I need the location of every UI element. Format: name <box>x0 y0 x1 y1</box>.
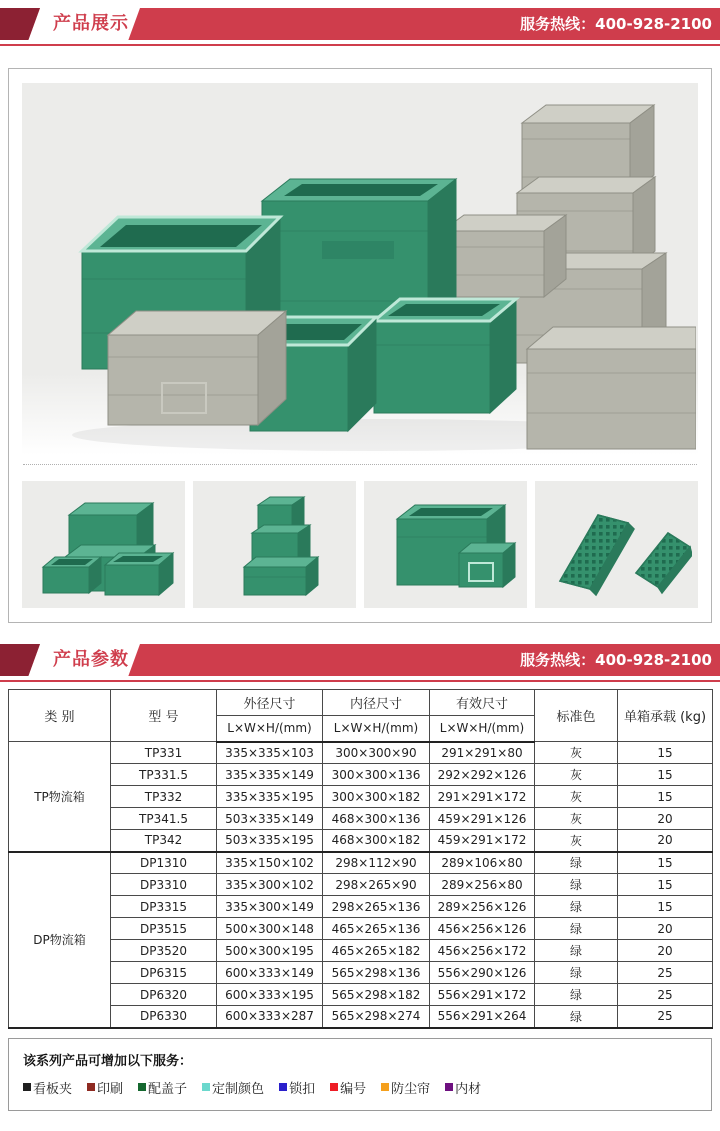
services-list <box>23 1078 697 1097</box>
effective-cell: 556×291×172 <box>430 984 535 1006</box>
inner-cell: 300×300×90 <box>323 742 430 764</box>
col-header-load: 单箱承载 (kg) <box>618 690 713 742</box>
load-cell: 25 <box>618 962 713 984</box>
table-row <box>9 940 713 962</box>
color-square-icon <box>23 1083 31 1091</box>
effective-cell: 459×291×126 <box>430 808 535 830</box>
load-cell: 25 <box>618 1006 713 1028</box>
service-label: 印刷 <box>97 1081 124 1097</box>
inner-cell: 468×300×182 <box>323 830 430 852</box>
color-cell: 绿 <box>535 940 618 962</box>
table-row <box>9 984 713 1006</box>
color-cell: 绿 <box>535 1006 618 1028</box>
color-cell: 绿 <box>535 852 618 874</box>
model-cell: TP332 <box>111 786 217 808</box>
main-product-photo <box>22 83 698 455</box>
services-panel <box>8 1038 712 1111</box>
color-cell: 绿 <box>535 896 618 918</box>
model-cell: TP331 <box>111 742 217 764</box>
table-row <box>9 896 713 918</box>
divider-line <box>0 680 720 682</box>
col-header-category: 类 别 <box>9 690 111 742</box>
thumbnail-3[interactable] <box>364 481 527 608</box>
col-subheader-dim: L×W×H/(mm) <box>430 716 535 742</box>
load-cell: 15 <box>618 786 713 808</box>
inner-cell: 298×265×90 <box>323 874 430 896</box>
product-display-panel <box>8 68 712 623</box>
effective-cell: 456×256×172 <box>430 940 535 962</box>
product-page <box>0 8 720 1111</box>
effective-cell: 289×256×126 <box>430 896 535 918</box>
load-cell: 20 <box>618 940 713 962</box>
col-header-model: 型 号 <box>111 690 217 742</box>
thumbnail-4[interactable] <box>535 481 698 608</box>
outer-cell: 500×300×148 <box>217 918 323 940</box>
thumbnail-2[interactable] <box>193 481 356 608</box>
inner-cell: 565×298×274 <box>323 1006 430 1028</box>
outer-cell: 335×300×102 <box>217 874 323 896</box>
color-square-icon <box>202 1083 210 1091</box>
service-item <box>87 1078 123 1097</box>
thumb-4-lids <box>542 489 692 601</box>
model-cell: DP3315 <box>111 896 217 918</box>
col-header-color: 标准色 <box>535 690 618 742</box>
inner-cell: 465×265×136 <box>323 918 430 940</box>
thumbnail-strip <box>22 481 698 608</box>
divider-line <box>0 44 720 46</box>
outer-cell: 335×300×149 <box>217 896 323 918</box>
product-boxes-illustration <box>22 83 696 455</box>
inner-cell: 300×300×136 <box>323 764 430 786</box>
model-cell: DP3520 <box>111 940 217 962</box>
load-cell: 15 <box>618 852 713 874</box>
service-hotline: 服务热线：400-928-2100 <box>520 651 712 669</box>
effective-cell: 291×291×80 <box>430 742 535 764</box>
inner-cell: 298×112×90 <box>323 852 430 874</box>
col-subheader-dim: L×W×H/(mm) <box>217 716 323 742</box>
service-hotline: 服务热线：400-928-2100 <box>520 15 712 33</box>
service-label: 锁扣 <box>289 1081 316 1097</box>
service-label: 看板夹 <box>33 1081 73 1097</box>
load-cell: 25 <box>618 984 713 1006</box>
color-square-icon <box>138 1083 146 1091</box>
service-item <box>330 1078 366 1097</box>
inner-cell: 300×300×182 <box>323 786 430 808</box>
outer-cell: 503×335×195 <box>217 830 323 852</box>
section-header-params <box>0 644 720 676</box>
inner-cell: 565×298×182 <box>323 984 430 1006</box>
model-cell: TP342 <box>111 830 217 852</box>
color-cell: 灰 <box>535 808 618 830</box>
category-cell: TP物流箱 <box>9 742 111 852</box>
color-cell: 绿 <box>535 962 618 984</box>
service-item <box>279 1078 315 1097</box>
effective-cell: 556×290×126 <box>430 962 535 984</box>
load-cell: 20 <box>618 808 713 830</box>
load-cell: 20 <box>618 918 713 940</box>
table-row <box>9 808 713 830</box>
outer-cell: 600×333×149 <box>217 962 323 984</box>
front-gray-box <box>108 311 286 425</box>
service-label: 定制颜色 <box>212 1081 265 1097</box>
effective-cell: 291×291×172 <box>430 786 535 808</box>
col-header-outer: 外径尺寸 <box>217 690 323 716</box>
table-row <box>9 786 713 808</box>
inner-cell: 468×300×136 <box>323 808 430 830</box>
col-header-effective: 有效尺寸 <box>430 690 535 716</box>
color-square-icon <box>279 1083 287 1091</box>
service-label: 编号 <box>340 1081 367 1097</box>
color-square-icon <box>87 1083 95 1091</box>
model-cell: DP6315 <box>111 962 217 984</box>
model-cell: DP3310 <box>111 874 217 896</box>
color-square-icon <box>445 1083 453 1091</box>
outer-cell: 335×335×149 <box>217 764 323 786</box>
load-cell: 15 <box>618 742 713 764</box>
color-cell: 灰 <box>535 786 618 808</box>
color-cell: 绿 <box>535 918 618 940</box>
thumbnail-1[interactable] <box>22 481 185 608</box>
effective-cell: 459×291×172 <box>430 830 535 852</box>
load-cell: 15 <box>618 874 713 896</box>
color-cell: 绿 <box>535 984 618 1006</box>
outer-cell: 503×335×149 <box>217 808 323 830</box>
service-label: 防尘帘 <box>391 1081 431 1097</box>
color-cell: 灰 <box>535 830 618 852</box>
table-row <box>9 764 713 786</box>
category-cell: DP物流箱 <box>9 852 111 1028</box>
load-cell: 20 <box>618 830 713 852</box>
service-item <box>138 1078 187 1097</box>
model-cell: DP1310 <box>111 852 217 874</box>
color-cell: 绿 <box>535 874 618 896</box>
inner-cell: 465×265×182 <box>323 940 430 962</box>
service-label: 配盖子 <box>148 1081 188 1097</box>
inner-cell: 565×298×136 <box>323 962 430 984</box>
inner-cell: 298×265×136 <box>323 896 430 918</box>
effective-cell: 556×291×264 <box>430 1006 535 1028</box>
color-cell: 灰 <box>535 764 618 786</box>
section-header-display <box>0 8 720 40</box>
thumb-2-boxes <box>200 489 350 601</box>
thumb-1-boxes <box>29 489 179 601</box>
thumb-3-boxes <box>371 489 521 601</box>
outer-cell: 335×335×195 <box>217 786 323 808</box>
effective-cell: 289×106×80 <box>430 852 535 874</box>
section-title-display: 产品展示 <box>53 13 129 34</box>
outer-cell: 335×335×103 <box>217 742 323 764</box>
outer-cell: 600×333×287 <box>217 1006 323 1028</box>
effective-cell: 456×256×126 <box>430 918 535 940</box>
effective-cell: 289×256×80 <box>430 874 535 896</box>
model-cell: TP341.5 <box>111 808 217 830</box>
services-title: 该系列产品可增加以下服务： <box>23 1053 193 1069</box>
model-cell: DP3515 <box>111 918 217 940</box>
col-header-inner: 内径尺寸 <box>323 690 430 716</box>
model-cell: DP6320 <box>111 984 217 1006</box>
table-row <box>9 962 713 984</box>
color-cell: 灰 <box>535 742 618 764</box>
table-row <box>9 742 713 764</box>
service-label: 内材 <box>455 1081 482 1097</box>
table-row <box>9 918 713 940</box>
model-cell: TP331.5 <box>111 764 217 786</box>
table-row <box>9 852 713 874</box>
service-item <box>23 1078 72 1097</box>
model-cell: DP6330 <box>111 1006 217 1028</box>
color-square-icon <box>381 1083 389 1091</box>
spec-table <box>8 689 713 1029</box>
service-item <box>445 1078 481 1097</box>
outer-cell: 600×333×195 <box>217 984 323 1006</box>
section-title-params: 产品参数 <box>53 649 129 670</box>
service-item <box>381 1078 430 1097</box>
table-row <box>9 830 713 852</box>
table-row <box>9 874 713 896</box>
service-item <box>202 1078 264 1097</box>
load-cell: 15 <box>618 764 713 786</box>
outer-cell: 335×150×102 <box>217 852 323 874</box>
load-cell: 15 <box>618 896 713 918</box>
col-subheader-dim: L×W×H/(mm) <box>323 716 430 742</box>
effective-cell: 292×292×126 <box>430 764 535 786</box>
dotted-divider <box>23 464 697 465</box>
outer-cell: 500×300×195 <box>217 940 323 962</box>
color-square-icon <box>330 1083 338 1091</box>
table-row <box>9 1006 713 1028</box>
